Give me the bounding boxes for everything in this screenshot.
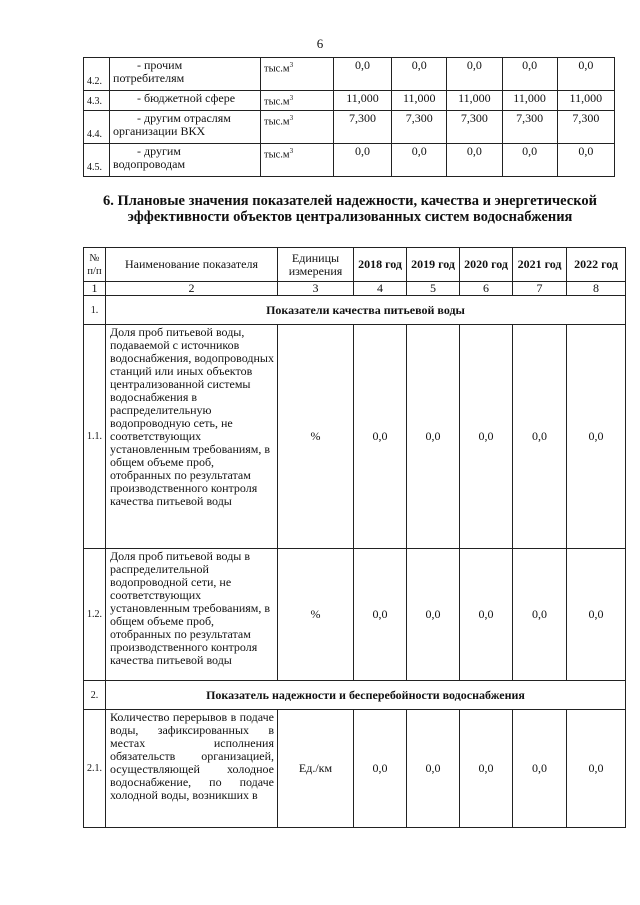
row-value: 0,0 <box>502 58 557 91</box>
col-number: 8 <box>567 282 626 296</box>
row-value: 11,000 <box>557 91 614 111</box>
row-number: 1.2. <box>84 549 106 681</box>
row-value: 11,000 <box>392 91 447 111</box>
table-row <box>84 325 626 549</box>
column-number-row <box>84 282 626 296</box>
row-value: 0,0 <box>567 710 626 828</box>
header-year: 2019 год <box>407 248 460 282</box>
row-unit: % <box>278 325 354 549</box>
row-name: - другим водопроводам <box>110 143 261 176</box>
col-number: 7 <box>513 282 567 296</box>
header-year: 2021 год <box>513 248 567 282</box>
page-number: 6 <box>316 36 324 51</box>
header-year: 2018 год <box>354 248 407 282</box>
row-name: - прочим потребителям <box>110 58 261 91</box>
col-number: 1 <box>84 282 106 296</box>
header-year: 2022 год <box>567 248 626 282</box>
row-value: 0,0 <box>447 58 502 91</box>
row-value: 0,0 <box>567 325 626 549</box>
row-value: 0,0 <box>557 58 614 91</box>
row-unit: $тыс.м^3$ <box>260 143 333 176</box>
indicators-table <box>83 247 626 828</box>
row-value: 0,0 <box>392 143 447 176</box>
col-number: 6 <box>460 282 513 296</box>
row-number: 4.5. <box>84 143 110 176</box>
section-heading: Показатели качества питьевой воды <box>106 296 626 325</box>
row-value: 7,300 <box>447 110 502 143</box>
row-number: 4.3. <box>84 91 110 111</box>
header-num: № п/п <box>84 248 106 282</box>
table-row <box>84 143 615 176</box>
row-value: 7,300 <box>392 110 447 143</box>
row-value: 0,0 <box>460 549 513 681</box>
row-value: 0,0 <box>557 143 614 176</box>
row-number: 2.1. <box>84 710 106 828</box>
consumption-table <box>83 57 615 177</box>
row-value: 0,0 <box>513 710 567 828</box>
row-value: 0,0 <box>354 325 407 549</box>
row-value: 0,0 <box>502 143 557 176</box>
row-name: Доля проб питьевой воды, подаваемой с источников водоснабжения, водопроводных станций или иных объектов централизованной системы водоснабжения в распределительную водопроводную сеть, не соответствующих установленным требованиям, в общем объеме проб, отобранных по результатам производственного контроля качества питьевой воды <box>106 325 278 549</box>
row-value: 0,0 <box>392 58 447 91</box>
col-number: 5 <box>407 282 460 296</box>
row-unit: % <box>278 549 354 681</box>
header-unit: Единицы измерения <box>278 248 354 282</box>
row-value: 0,0 <box>447 143 502 176</box>
row-value: 0,0 <box>513 549 567 681</box>
header-name: Наименование показателя <box>106 248 278 282</box>
row-value: 0,0 <box>567 549 626 681</box>
row-name: Количество перерывов в подаче воды, зафиксированных в местах исполнения обязательств организацией, осуществляющей холодное водоснабжение, по подаче холодной воды, возникших в <box>106 710 278 828</box>
row-value: 0,0 <box>513 325 567 549</box>
row-value: 0,0 <box>460 710 513 828</box>
row-unit: $тыс.м^3$ <box>260 58 333 91</box>
header-row <box>84 248 626 282</box>
row-value: 11,000 <box>333 91 391 111</box>
row-number: 4.2. <box>84 58 110 91</box>
row-value: 0,0 <box>333 143 391 176</box>
section-number: 1. <box>84 296 106 325</box>
row-value: 0,0 <box>354 710 407 828</box>
row-unit: $тыс.м^3$ <box>260 91 333 111</box>
row-number: 1.1. <box>84 325 106 549</box>
row-name: - другим отраслям организации ВКХ <box>110 110 261 143</box>
table-row <box>84 710 626 828</box>
row-unit: Ед./км <box>278 710 354 828</box>
row-name: - бюджетной сфере <box>110 91 261 111</box>
row-value: 0,0 <box>407 325 460 549</box>
row-value: 0,0 <box>333 58 391 91</box>
section-heading: Показатель надежности и бесперебойности водоснабжения <box>106 681 626 710</box>
row-value: 0,0 <box>407 710 460 828</box>
table-row <box>84 91 615 111</box>
table-row <box>84 110 615 143</box>
row-value: 0,0 <box>407 549 460 681</box>
row-value: 0,0 <box>354 549 407 681</box>
row-value: 11,000 <box>447 91 502 111</box>
section-number: 2. <box>84 681 106 710</box>
row-value: 11,000 <box>502 91 557 111</box>
row-value: 0,0 <box>460 325 513 549</box>
row-value: 7,300 <box>333 110 391 143</box>
row-unit: $тыс.м^3$ <box>260 110 333 143</box>
col-number: 4 <box>354 282 407 296</box>
header-year: 2020 год <box>460 248 513 282</box>
row-value: 7,300 <box>502 110 557 143</box>
col-number: 3 <box>278 282 354 296</box>
table-row <box>84 549 626 681</box>
section-title: 6. Плановые значения показателей надежности, качества и энергетической эффективности объектов централизованных систем водоснабжения <box>103 193 597 225</box>
section-row <box>84 681 626 710</box>
row-value: 7,300 <box>557 110 614 143</box>
row-name: Доля проб питьевой воды в распределительной водопроводной сети, не соответствующих установленным требованиям, в общем объеме проб, отобранных по результатам производственного контроля качества питьевой воды <box>106 549 278 681</box>
table-row <box>84 58 615 91</box>
section-row <box>84 296 626 325</box>
row-number: 4.4. <box>84 110 110 143</box>
col-number: 2 <box>106 282 278 296</box>
